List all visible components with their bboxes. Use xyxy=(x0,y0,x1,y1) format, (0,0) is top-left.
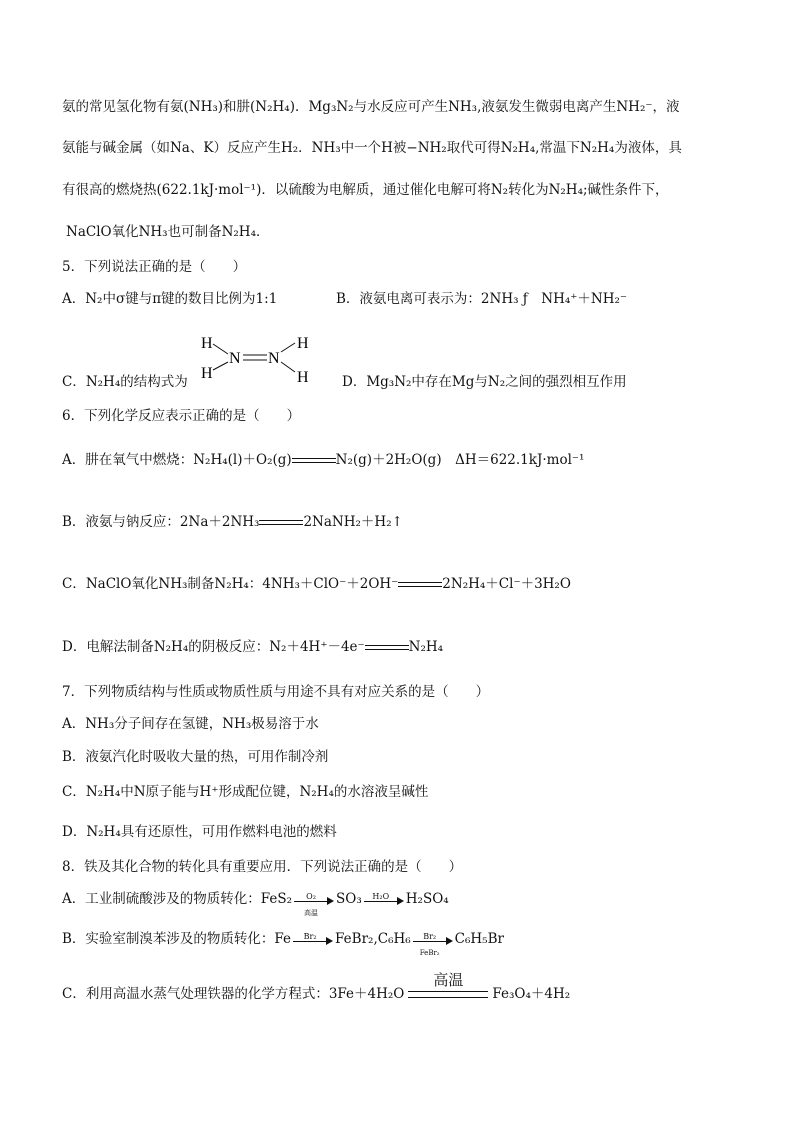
q8-a-mid: SO₃ xyxy=(336,891,362,907)
q5-option-c: C．N₂H₄的结构式为 xyxy=(62,374,188,390)
q7-stem: 7．下列物质结构与性质或物质性质与用途不具有对应关系的是（ ） xyxy=(62,684,490,700)
q6-option-a xyxy=(62,450,584,470)
q7-option-d: D．N₂H₄具有还原性，可用作燃料电池的燃料 xyxy=(62,824,337,840)
q5-stem: 5．下列说法正确的是（ ） xyxy=(62,259,247,275)
q8-b-start: B．实验室制溴苯涉及的物质转化：Fe xyxy=(62,931,292,947)
reaction-arrow xyxy=(293,933,333,947)
intro-line-2: 氨能与碱金属（如Na、K）反应产生H₂．NH₃中一个H被−NH₂取代可得N₂H₄,常温下N₂H₄为液体，具 xyxy=(62,140,682,156)
struct-bond-3 xyxy=(281,343,295,352)
q7-option-a: A．NH₃分子间存在氢键，NH₃极易溶于水 xyxy=(62,716,319,732)
equals-arrow xyxy=(398,580,442,590)
q6-b-products: 2NaNH₂＋H₂↑ xyxy=(303,514,403,530)
q5-option-a: A．N₂中σ键与π键的数目比例为1:1 xyxy=(62,291,278,307)
q7-option-c: C．N₂H₄中N原子能与H⁺形成配位键，N₂H₄的水溶液呈碱性 xyxy=(62,784,429,800)
struct-bond-4 xyxy=(281,362,295,372)
q6-a-products: N₂(g)＋2H₂O(g) ΔH＝622.1kJ·mol⁻¹ xyxy=(335,452,585,468)
intro-line-3: 有很高的燃烧热(622.1kJ·mol⁻¹)．以硫酸为电解质，通过催化电解可将N₂转化为N₂H₄;碱性条件下， xyxy=(62,182,669,198)
intro-line-1: 氨的常见氢化物有氨(NH₃)和肼(N₂H₄)．Mg₃N₂与水反应可产生NH₃,液氨发生微弱电离产生NH₂⁻，液 xyxy=(62,99,680,115)
q8-stem: 8．铁及其化合物的转化具有重要应用．下列说法正确的是（ ） xyxy=(62,859,463,875)
struct-n-left: N xyxy=(229,350,241,367)
q8-c-products: Fe₃O₄＋4H₂ xyxy=(492,986,571,1002)
q6-b-reactants: B．液氨与钠反应：2Na＋2NH₃ xyxy=(62,514,260,530)
q8-option-c xyxy=(62,971,571,1004)
q6-c-products: 2N₂H₄＋Cl⁻＋3H₂O xyxy=(442,576,571,592)
struct-h-top-right: H xyxy=(297,335,309,352)
condition-label: 高温 xyxy=(433,971,464,989)
arrow-top-label: Br₂ xyxy=(303,931,317,941)
struct-bond-1 xyxy=(213,344,228,354)
q8-b-end: C₆H₅Br xyxy=(454,931,504,947)
q8-c-reactants: C．利用高温水蒸气处理铁器的化学方程式：3Fe＋4H₂O xyxy=(62,986,405,1002)
q5-option-d: D．Mg₃N₂中存在Mg与N₂之间的强烈相互作用 xyxy=(342,374,627,390)
intro-line-4: NaClO氧化NH₃也可制备N₂H₄． xyxy=(66,224,270,240)
equals-arrow xyxy=(292,456,336,466)
q8-option-b xyxy=(62,929,504,957)
reaction-arrow xyxy=(364,893,404,907)
struct-h-top-left: H xyxy=(201,335,213,352)
q6-d-products: N₂H₄ xyxy=(408,639,444,655)
struct-h-bottom-left: H xyxy=(201,365,213,382)
equals-arrow xyxy=(259,518,303,528)
n2h4-structure-diagram xyxy=(195,330,325,386)
arrow-bottom-label: FeBr₂ xyxy=(419,948,440,957)
reaction-arrow xyxy=(294,891,334,917)
q8-a-start: A．工业制硫酸涉及的物质转化：FeS₂ xyxy=(62,891,293,907)
arrow-top-label: H₂O xyxy=(372,891,390,901)
struct-h-bottom-right: H xyxy=(297,369,309,386)
q8-a-end: H₂SO₄ xyxy=(405,891,449,907)
arrow-top-label: Br₂ xyxy=(423,931,437,941)
q6-option-d xyxy=(62,637,443,657)
q6-stem: 6．下列化学反应表示正确的是（ ） xyxy=(62,408,301,424)
q8-b-mid: FeBr₂,C₆H₆ xyxy=(335,931,411,947)
arrow-top-label: O₂ xyxy=(306,891,316,901)
q6-option-b xyxy=(62,512,403,532)
equals-arrow xyxy=(365,643,409,653)
q6-d-reactants: D．电解法制备N₂H₄的阴极反应：N₂＋4H⁺－4e⁻ xyxy=(62,639,365,655)
equals-arrow-with-condition xyxy=(408,971,488,998)
q7-option-b: B．液氨汽化时吸收大量的热，可用作制冷剂 xyxy=(62,749,329,765)
arrow-bottom-label: 高温 xyxy=(304,908,319,917)
q6-a-reactants: A．肼在氧气中燃烧：N₂H₄(l)＋O₂(g) xyxy=(62,452,292,468)
struct-bond-2 xyxy=(213,362,228,370)
q5-option-b: B．液氨电离可表示为：2NH₃ ƒ NH₄⁺＋NH₂⁻ xyxy=(336,291,628,307)
q6-c-reactants: C．NaClO氧化NH₃制备N₂H₄：4NH₃＋ClO⁻＋2OH⁻ xyxy=(62,576,399,592)
q8-option-a xyxy=(62,889,449,917)
reaction-arrow xyxy=(413,931,453,957)
q6-option-c xyxy=(62,574,571,594)
struct-n-right: N xyxy=(268,350,280,367)
